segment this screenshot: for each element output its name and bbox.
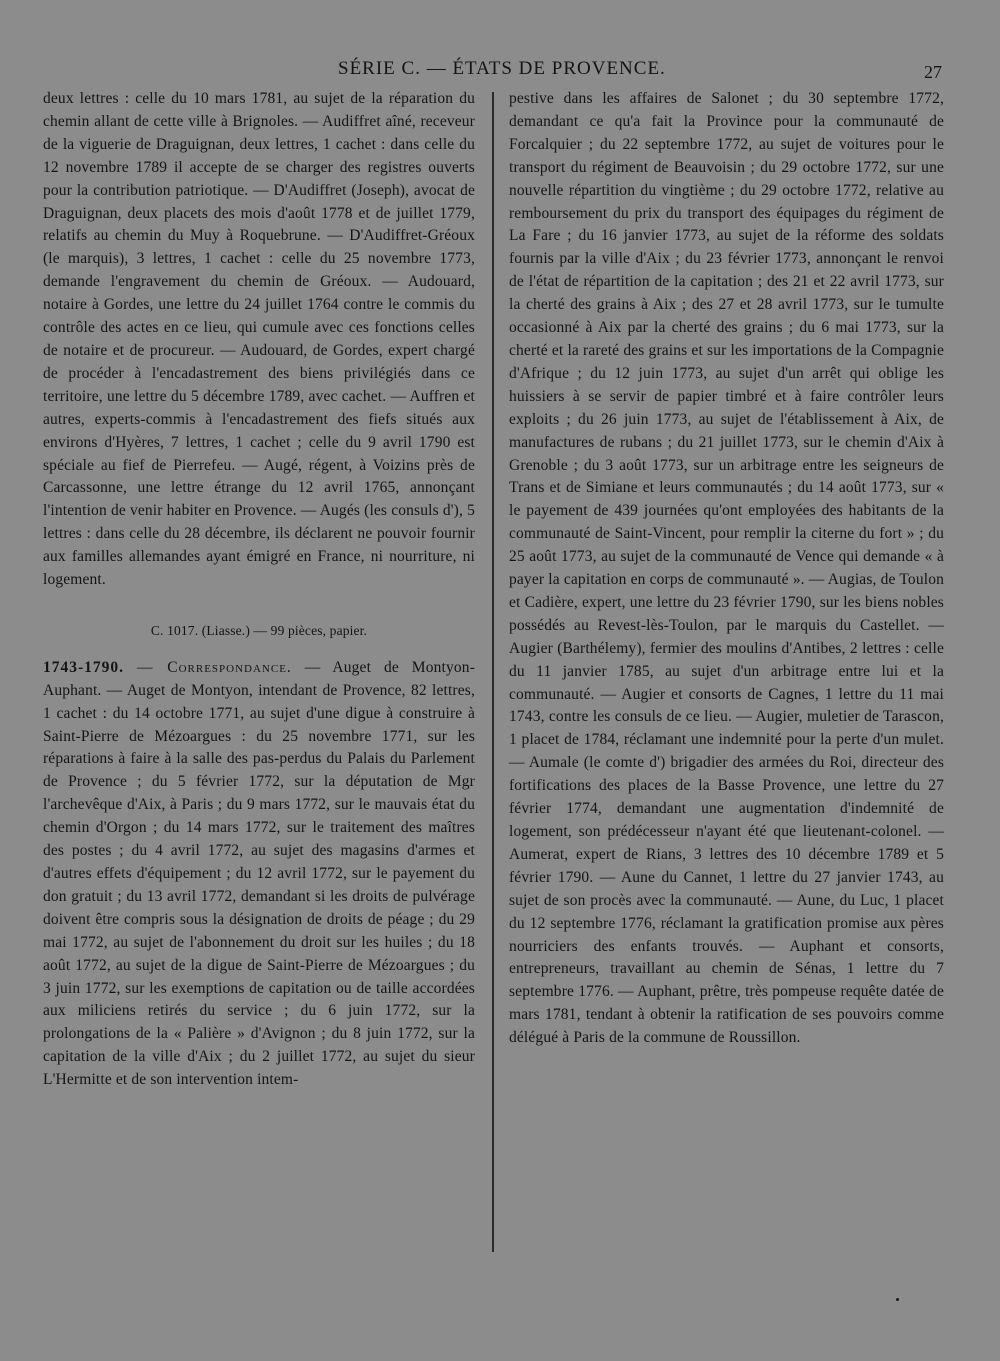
running-header <box>0 58 1000 84</box>
column-divider <box>492 92 494 1252</box>
section-label: — Correspondance. <box>136 658 292 676</box>
right-paragraph: pestive dans les affaires de Salonet ; du 30 septembre 1772, demandant ce qu'a fait la Province pour la communauté de Forcalquier ; du 22 septembre 1772, au sujet de voitures pour le transport du régiment de Beauvoisin ; du 29 octobre 1772, sur une nouvelle répartition du vingtième ; du 29 octobre 1772, relative au remboursement du prix du transport des équipages du régiment de La Fare ; du 16 janvier 1773, au sujet de la réforme des soldats fournis par la ville d'Aix ; du 23 février 1773, annonçant le renvoi de l'état de répartition de la capitation ; des 21 et 22 avril 1773, sur la cherté des grains à Aix ; des 27 et 28 avril 1773, sur le tumulte occasionné à Aix par la cherté des grains ; du 6 mai 1773, sur la cherté et la rareté des grains et sur les importations de la Compagnie d'Afrique ; du 12 juin 1773, au sujet d'un arrêt qui oblige les huissiers à se servir de papier timbré et à faire contrôler leurs exploits ; du 26 juin 1773, au sujet de l'établissement à Aix, de manufactures de rubans ; du 21 juillet 1773, sur le chemin d'Aix à Grenoble ; du 3 août 1773, sur un arbitrage entre les seigneurs de Trans et de Simiane et leurs communautés ; du 14 août 1773, sur « le payement de 439 journées qu'ont employées des habitants de la communauté de Saint-Vincent, pour remplir la citerne du fort » ; du 25 août 1773, au sujet de la communauté de Vence qui demande « à payer la capitation en corps de communauté ». — Augias, de Toulon et Cadière, expert, une lettre du 23 février 1790, sur les biens nobles possédés au Revest-lès-Toulon, par le marquis du Castellet. — Augier (Barthélemy), fermier des moulins d'Antibes, 2 lettres : celle du 11 janvier 1785, au sujet d'un arbitrage entre lui et la communauté. — Augier et consorts de Cagnes, 1 lettre du 11 mai 1743, contre les consuls de ce lieu. — Augier, muletier de Tarascon, 1 placet de 1784, réclamant une indemnité pour la perte d'un mulet. — Aumale (le comte d') brigadier des armées du Roi, directeur des fortifications des places de la Basse Provence, une lettre du 27 février 1774, demandant une augmentation d'indemnité de logement, son prédécesseur n'ayant été que lieutenant-colonel. — Aumerat, expert de Rians, 3 lettres des 10 décembre 1789 et 5 février 1790. — Aune du Cannet, 1 lettre du 27 janvier 1743, au sujet de son procès avec la communauté. — Aune, du Luc, 1 placet du 12 septembre 1776, réclamant la gratification promise aux pères nourriciers des enfants trouvés. — Auphant et consorts, entrepreneurs, travaillant au chemin de Sénas, 1 lettre du 7 septembre 1776. — Auphant, prêtre, très pompeuse requête datée de mars 1781, tendant à obtenir la ratification de ses pouvoirs comme délégué à Paris de la commune de Roussillon. <box>509 90 944 1047</box>
scan-speck <box>896 1298 899 1301</box>
series-title: SÉRIE C. — ÉTATS DE PROVENCE. <box>338 58 666 79</box>
entry-paragraph <box>43 657 475 1092</box>
right-column <box>509 88 944 1050</box>
date-heading: 1743-1790. <box>43 658 125 676</box>
page-number: 27 <box>924 62 942 82</box>
left-paragraph-continued: deux lettres : celle du 10 mars 1781, au sujet de la réparation du chemin allant de cette ville à Brignoles. — Audiffret aîné, receveur de la viguerie de Draguignan, deux lettres, 1 cachet : dans celle du 12 novembre 1789 il accepte de se charger des registres ouverts pour la contribution patriotique. — D'Audiffret (Joseph), avocat de Draguignan, deux placets des mois d'août 1778 et de juillet 1779, relatifs au chemin du Muy à Roquebrune. — D'Audiffret-Gréoux (le marquis), 3 lettres, 1 cachet : celle du 25 novembre 1773, demande l'engravement du chemin de Gréoux. — Audouard, notaire à Gordes, une lettre du 24 juillet 1764 contre le commis du contrôle des actes en ce lieu, qui cumule avec ces fonctions celles de notaire et de procureur. — Audouard, de Gordes, expert chargé de procéder à l'encadastrement des biens privilégiés dans ce territoire, une lettre du 5 décembre 1789, avec cachet. — Auffren et autres, experts-commis à l'encadastrement des fiefs situés aux environs d'Hyères, 7 lettres, 1 cachet ; celle du 9 avril 1790 est spéciale au fief de Pierrefeu. — Augé, régent, à Voizins près de Carcassonne, une lettre étrange du 12 avril 1765, annonçant l'intention de venir habiter en Provence. — Augés (les consuls d'), 5 lettres : dans celle du 28 décembre, ils déclarent ne pouvoir fournir aux familles allemandes ayant émigré en France, ni nourriture, ni logement. <box>43 90 475 589</box>
left-column <box>43 88 475 1092</box>
entry-text: — Auget de Montyon-Auphant. — Auget de Montyon, intendant de Provence, 82 lettres, 1 cachet : du 14 octobre 1771, au sujet d'une digue à construire à Saint-Pierre de Mézoargues : du 25 novembre 1771, sur les réparations à faire à la salle des pas-perdus du Palais du Parlement de Provence ; du 5 février 1772, sur la députation de Mgr l'archevêque d'Aix, à Paris ; du 9 mars 1772, sur le mauvais état du chemin d'Orgon ; du 14 mars 1772, sur le traitement des maîtres des postes ; du 4 avril 1772, au sujet des magasins d'armes et d'autres effets d'équipement ; du 12 avril 1772, sur le payement du don gratuit ; du 13 avril 1772, demandant si les droits de pulvérage doivent être compris sous la désignation de droits de péage ; du 29 mai 1772, au sujet de l'abonnement du droit sur les huiles ; du 18 août 1772, au sujet de la digue de Saint-Pierre de Mézoargues ; du 3 juin 1772, sur les exemptions de capitation ou de taille accordées aux miliciens retirés du service ; du 6 juin 1772, sur la prolongations de la « Palière » d'Avignon ; du 8 juin 1772, sur la capitation de la ville d'Aix ; du 2 juillet 1772, au sujet du sieur L'Hermitte et de son intervention intem- <box>43 658 476 1089</box>
shelfmark: C. 1017. (Liasse.) — 99 pièces, papier. <box>150 622 368 638</box>
